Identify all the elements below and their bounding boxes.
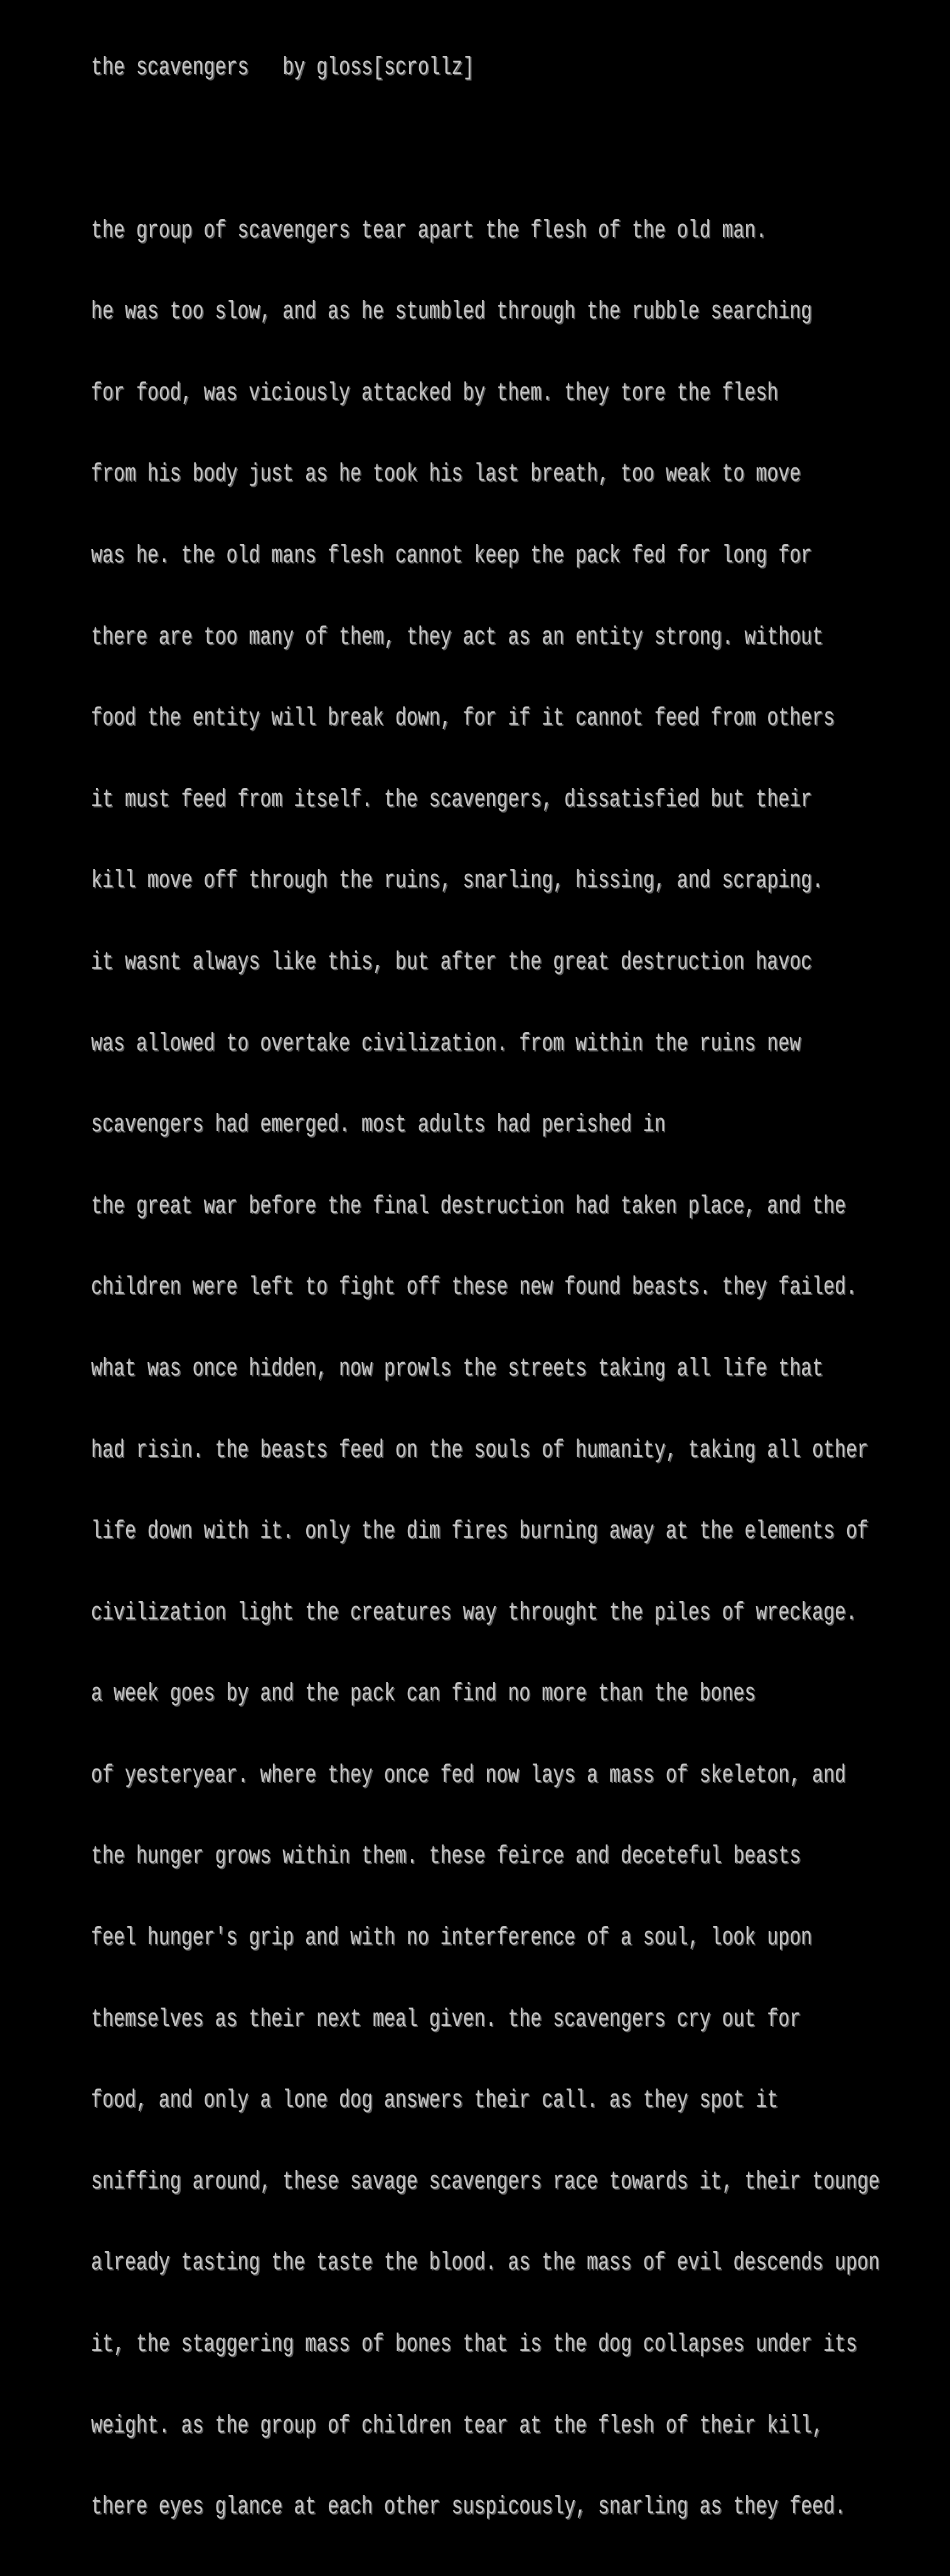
text-line: civilization light the creatures way throught the piles of wreckage. — [91, 1599, 857, 1627]
text-line: was he. the old mans flesh cannot keep the pack fed for long for — [91, 541, 813, 570]
text-line: there eyes glance at each other suspicously, snarling as they feed. — [91, 2493, 846, 2522]
text-line: kill move off through the ruins, snarling, hissing, and scraping. — [91, 867, 824, 896]
text-line: a week goes by and the pack can find no more than the bones — [91, 1680, 756, 1709]
text-line: it, the staggering mass of bones that is the dog collapses under its — [91, 2331, 857, 2360]
text-line: there are too many of them, they act as an entity strong. without — [91, 623, 824, 652]
text-line: had risin. the beasts feed on the souls of humanity, taking all other — [91, 1436, 868, 1465]
text-line: sniffing around, these savage scavengers race towards it, their tounge — [91, 2168, 880, 2196]
story-title: the scavengers by gloss[scrollz] — [91, 54, 474, 83]
text-line: what was once hidden, now prowls the streets taking all life that — [91, 1355, 824, 1383]
text-line: the great war before the final destruction had taken place, and the — [91, 1192, 846, 1221]
text-line: the group of scavengers tear apart the flesh of the old man. — [91, 216, 767, 245]
text-line: children were left to fight off these new found beasts. they failed. — [91, 1274, 857, 1302]
text-line: scavengers had emerged. most adults had perished in — [91, 1111, 666, 1140]
text-line: the hunger grows within them. these feirce and deceteful beasts — [91, 1843, 801, 1871]
text-line: life down with it. only the dim fires burning away at the elements of — [91, 1518, 868, 1546]
text-line: weight. as the group of children tear at the flesh of their kill, — [91, 2412, 824, 2440]
text-line: it wasnt always like this, but after the great destruction havoc — [91, 948, 813, 977]
text-line: was allowed to overtake civilization. from within the ruins new — [91, 1030, 801, 1058]
text-line: from his body just as he took his last breath, too weak to move — [91, 460, 801, 489]
text-line: feel hunger's grip and with no interference of a soul, look upon — [91, 1924, 813, 1953]
blank-line — [91, 136, 950, 163]
text-line: for food, was viciously attacked by them. they tore the flesh — [91, 379, 779, 408]
text-line: it must feed from itself. the scavengers, dissatisfied but their — [91, 785, 813, 814]
text-line: he was too slow, and as he stumbled through the rubble searching — [91, 298, 813, 327]
text-line: food the entity will break down, for if it cannot feed from others — [91, 705, 835, 733]
text-line: of yesteryear. where they once fed now lays a mass of skeleton, and — [91, 1761, 846, 1790]
text-line: already tasting the taste the blood. as the mass of evil descends upon — [91, 2249, 880, 2278]
text-line: themselves as their next meal given. the scavengers cry out for — [91, 2005, 801, 2034]
story-text — [91, 1, 950, 2575]
text-line: food, and only a lone dog answers their call. as they spot it — [91, 2087, 779, 2116]
